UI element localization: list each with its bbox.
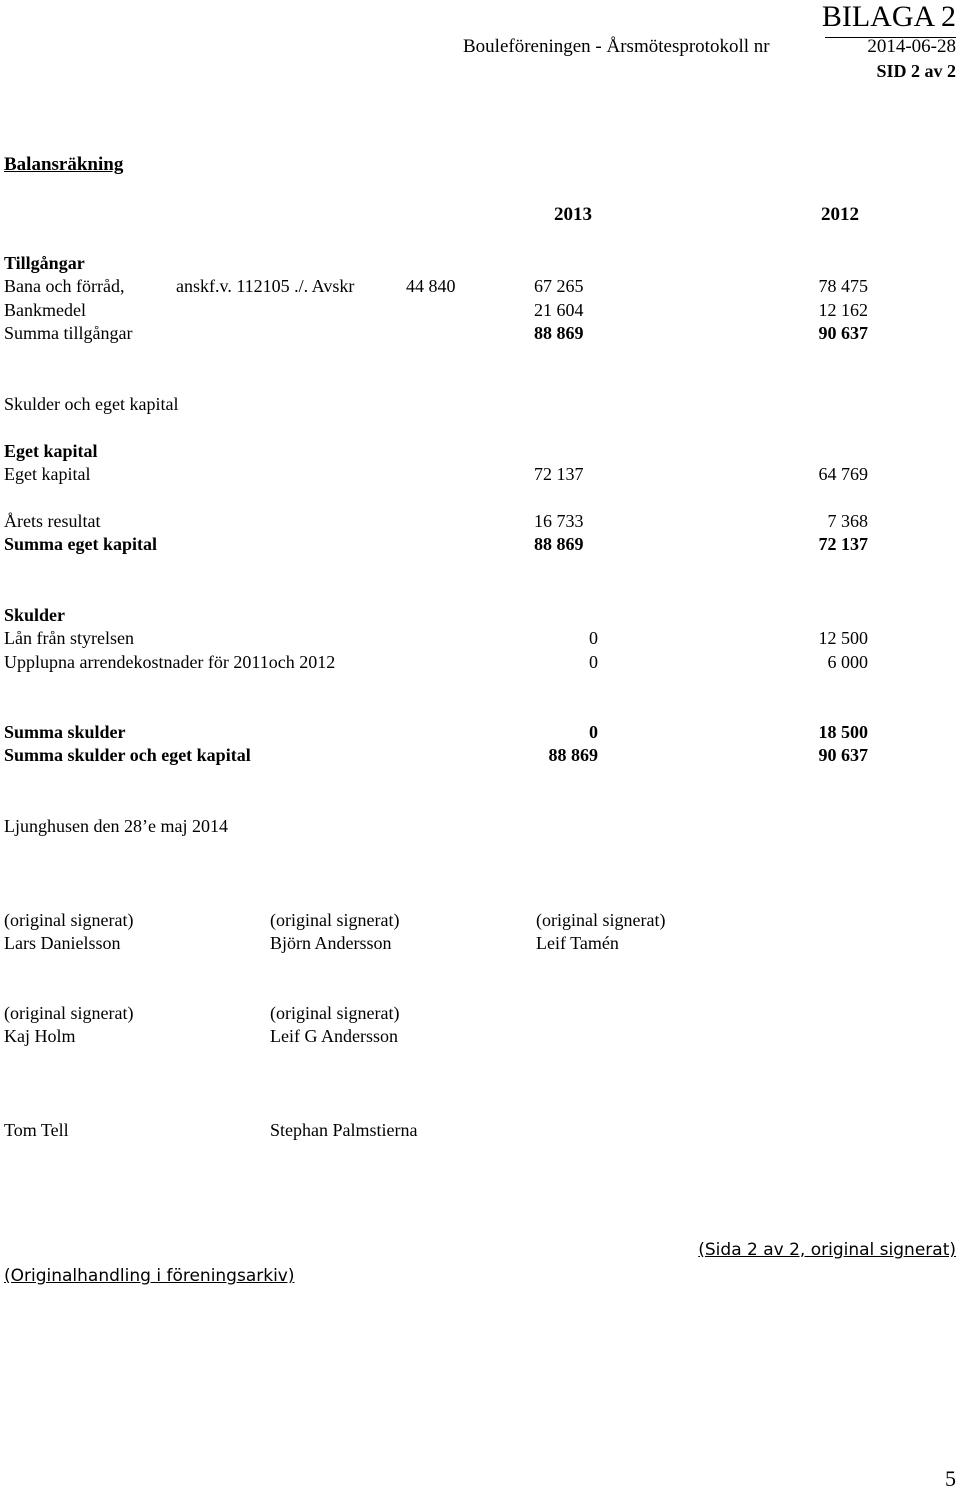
equity-label-capital: Eget kapital	[4, 464, 91, 484]
asset-label-sum: Summa tillgångar	[4, 323, 133, 343]
bilaga-title: BILAGA 2	[821, 0, 956, 33]
debt-loan-2012: 12 500	[818, 628, 868, 648]
signatory-name: Kaj Holm	[4, 1026, 76, 1046]
debt-loan-2013: 0	[589, 628, 598, 648]
debt-accrued-2012: 6 000	[827, 652, 868, 672]
asset-note-avskr: 44 840	[406, 276, 456, 296]
page-title: Balansräkning	[4, 154, 124, 175]
signatory-name: Björn Andersson	[270, 933, 392, 953]
equity-capital-2013: 72 137	[534, 464, 584, 484]
signed-note: (original signerat)	[4, 1003, 134, 1023]
equity-sum-2012: 72 137	[818, 534, 868, 554]
total-debts-2012: 18 500	[818, 722, 868, 742]
asset-label-bana: Bana och förråd,	[4, 276, 125, 296]
signed-note: (original signerat)	[270, 1003, 400, 1023]
footer-page-note: (Sida 2 av 2, original signerat)	[698, 1240, 956, 1260]
liabilities-equity-heading: Skulder och eget kapital	[4, 394, 179, 414]
asset-bank-2013: 21 604	[534, 300, 584, 320]
signed-note: (original signerat)	[4, 910, 134, 930]
year-header-2012: 2012	[821, 204, 859, 225]
total-debts-equity-2012: 90 637	[818, 745, 868, 765]
org-line: Bouleföreningen - Årsmötesprotokoll nr	[463, 36, 770, 57]
signed-note: (original signerat)	[536, 910, 666, 930]
footer-original-note: (Originalhandling i föreningsarkiv)	[4, 1266, 295, 1286]
equity-result-2013: 16 733	[534, 511, 584, 531]
debt-label-loan: Lån från styrelsen	[4, 628, 134, 648]
signatory-name: Tom Tell	[4, 1120, 69, 1140]
equity-heading: Eget kapital	[4, 441, 98, 461]
asset-sum-2012: 90 637	[818, 323, 868, 343]
debt-accrued-2013: 0	[589, 652, 598, 672]
equity-capital-2012: 64 769	[818, 464, 868, 484]
debts-heading: Skulder	[4, 605, 66, 625]
page-sid: SID 2 av 2	[876, 61, 956, 81]
equity-sum-2013: 88 869	[534, 534, 584, 554]
total-debts-2013: 0	[589, 722, 598, 742]
signatory-name: Leif G Andersson	[270, 1026, 398, 1046]
asset-label-bank: Bankmedel	[4, 300, 86, 320]
debt-label-accrued: Upplupna arrendekostnader för 2011och 2012	[4, 652, 336, 672]
signatory-name: Stephan Palmstierna	[270, 1120, 418, 1140]
signatory-name: Leif Tamén	[536, 933, 619, 953]
asset-note-bana: anskf.v. 112105 ./. Avskr	[176, 276, 355, 296]
signed-note: (original signerat)	[270, 910, 400, 930]
asset-bank-2012: 12 162	[818, 300, 868, 320]
total-label-debts-equity: Summa skulder och eget kapital	[4, 745, 251, 765]
signatory-name: Lars Danielsson	[4, 933, 121, 953]
equity-label-sum: Summa eget kapital	[4, 534, 157, 554]
page-number: 5	[945, 1466, 956, 1491]
equity-result-2012: 7 368	[827, 511, 868, 531]
total-label-debts: Summa skulder	[4, 722, 126, 742]
year-header-2013: 2013	[554, 204, 592, 225]
total-debts-equity-2013: 88 869	[548, 745, 598, 765]
header-date: 2014-06-28	[867, 36, 956, 57]
asset-sum-2013: 88 869	[534, 323, 584, 343]
equity-label-result: Årets resultat	[4, 511, 101, 531]
assets-heading: Tillgångar	[4, 253, 85, 273]
asset-bana-2012: 78 475	[818, 276, 868, 296]
place-date: Ljunghusen den 28’e maj 2014	[4, 816, 228, 836]
asset-bana-2013: 67 265	[534, 276, 584, 296]
